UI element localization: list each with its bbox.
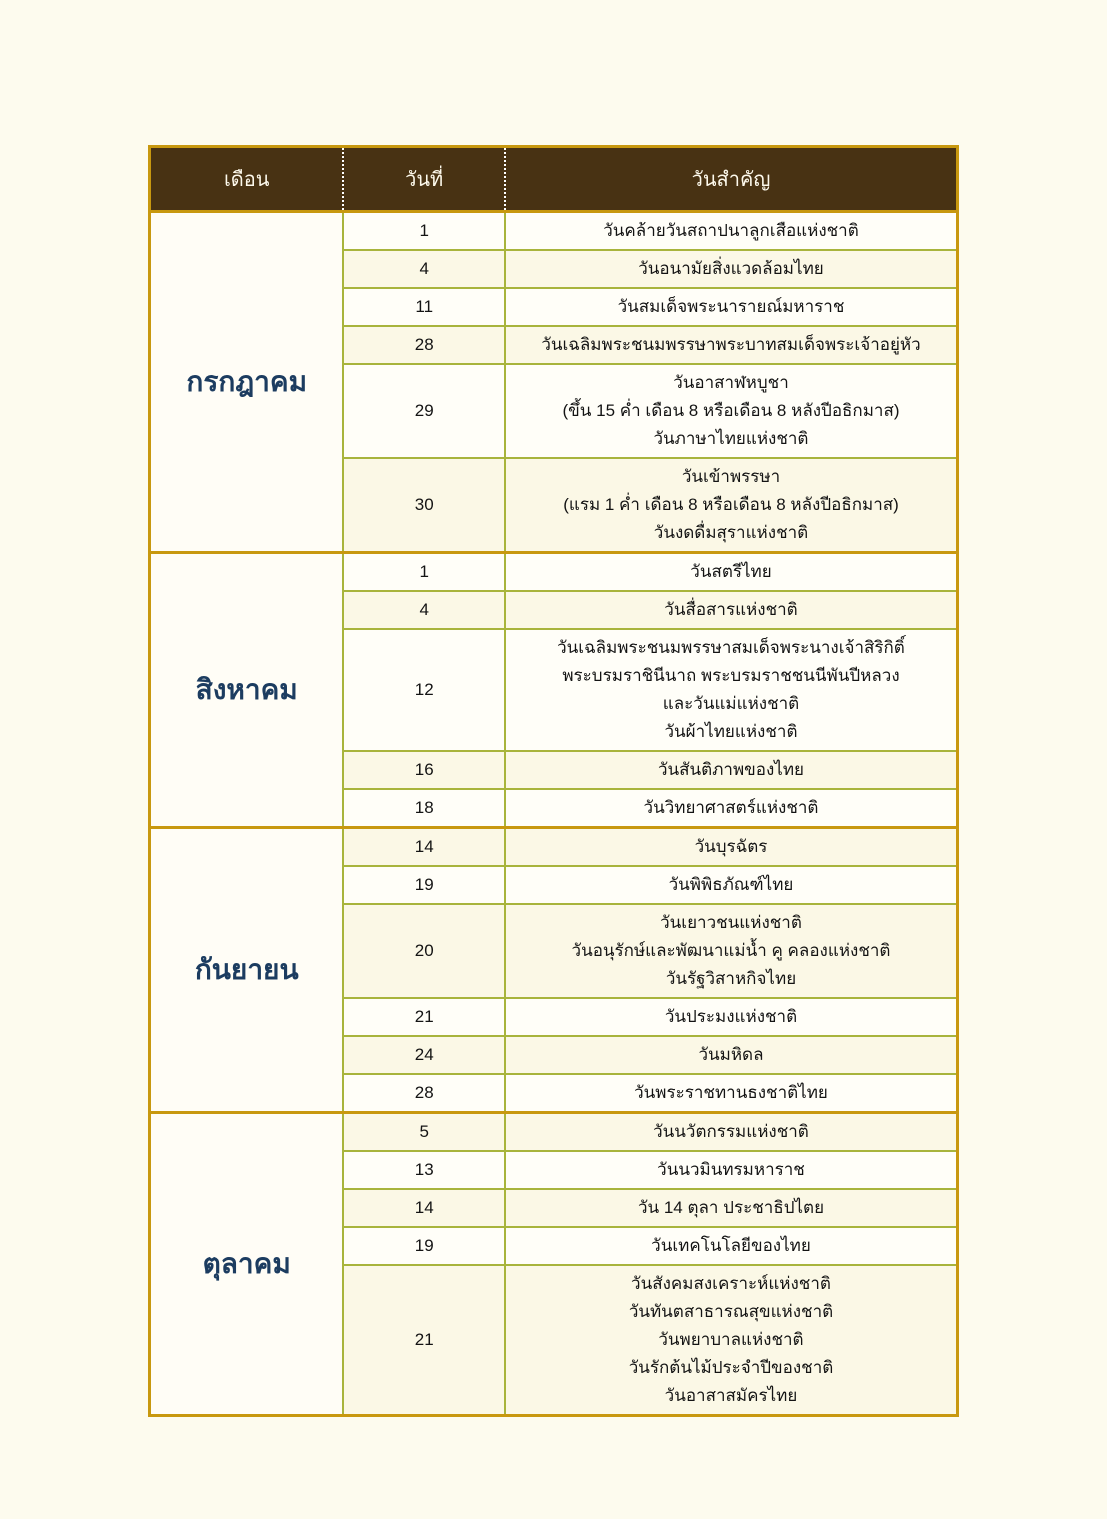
day-cell: 19 — [343, 866, 505, 904]
month-section — [150, 1113, 958, 1416]
month-name: ตุลาคม — [202, 1248, 291, 1279]
holiday-cell — [505, 1113, 958, 1152]
table-row — [150, 828, 958, 867]
day-cell: 21 — [343, 998, 505, 1036]
holiday-name: วันรักต้นไม้ประจำปีของชาติ — [628, 1358, 834, 1377]
holiday-name: วันผ้าไทยแห่งชาติ — [664, 722, 798, 741]
holiday-cell — [505, 1189, 958, 1227]
month-name: กรกฎาคม — [186, 366, 308, 397]
day-cell: 28 — [343, 326, 505, 364]
table-row — [150, 1113, 958, 1152]
holiday-name: วันงดดื่มสุราแห่งชาติ — [653, 523, 809, 542]
day-cell: 24 — [343, 1036, 505, 1074]
holiday-name: วันวิทยาศาสตร์แห่งชาติ — [643, 798, 819, 817]
holiday-name: วันเทคโนโลยีของไทย — [651, 1236, 811, 1255]
day-cell: 28 — [343, 1074, 505, 1113]
holiday-name: วันประมงแห่งชาติ — [664, 1007, 798, 1026]
month-cell — [150, 1113, 344, 1416]
column-header-month: เดือน — [150, 147, 344, 212]
holiday-cell — [505, 751, 958, 789]
header-row — [150, 147, 958, 212]
holiday-cell — [505, 212, 958, 251]
holiday-cell — [505, 789, 958, 828]
holiday-name: วัน 14 ตุลา ประชาธิปไตย — [637, 1198, 825, 1217]
holiday-name: วันเยาวชนแห่งชาติ — [660, 913, 802, 932]
month-section — [150, 553, 958, 828]
holiday-cell — [505, 326, 958, 364]
holiday-cell — [505, 1074, 958, 1113]
holiday-name: วันมหิดล — [698, 1045, 764, 1064]
holiday-name: วันนวัตกรรมแห่งชาติ — [653, 1122, 809, 1141]
day-cell: 29 — [343, 364, 505, 458]
holiday-name: และวันแม่แห่งชาติ — [662, 694, 800, 713]
month-section — [150, 828, 958, 1113]
holiday-name: วันอนามัยสิ่งแวดล้อมไทย — [638, 259, 824, 278]
holiday-cell — [505, 828, 958, 867]
holiday-cell — [505, 553, 958, 592]
day-cell: 19 — [343, 1227, 505, 1265]
holiday-name: พระบรมราชินีนาถ พระบรมราชชนนีพันปีหลวง — [562, 666, 900, 685]
holiday-cell — [505, 866, 958, 904]
day-cell: 20 — [343, 904, 505, 998]
day-cell: 12 — [343, 629, 505, 751]
table-header — [150, 147, 958, 212]
day-cell: 18 — [343, 789, 505, 828]
day-cell: 4 — [343, 250, 505, 288]
holiday-name: วันสตรีไทย — [690, 562, 772, 581]
day-cell: 30 — [343, 458, 505, 553]
day-cell: 1 — [343, 553, 505, 592]
holiday-cell — [505, 364, 958, 458]
table-row — [150, 553, 958, 592]
month-cell — [150, 553, 344, 828]
day-cell: 14 — [343, 828, 505, 867]
holiday-name: วันนวมินทรมหาราช — [657, 1160, 805, 1179]
holiday-name: วันรัฐวิสาหกิจไทย — [665, 969, 797, 988]
holiday-cell — [505, 998, 958, 1036]
holiday-name: วันภาษาไทยแห่งชาติ — [653, 429, 809, 448]
holiday-cell — [505, 904, 958, 998]
holiday-name: วันเข้าพรรษา — [681, 467, 781, 486]
month-name: สิงหาคม — [195, 674, 298, 705]
holiday-name: วันเฉลิมพระชนมพรรษาสมเด็จพระนางเจ้าสิริกิติ์ — [557, 638, 905, 657]
day-cell: 4 — [343, 591, 505, 629]
day-cell: 13 — [343, 1151, 505, 1189]
holiday-name: วันเฉลิมพระชนมพรรษาพระบาทสมเด็จพระเจ้าอยู่หัว — [541, 335, 921, 354]
month-section — [150, 212, 958, 553]
holiday-cell — [505, 1227, 958, 1265]
holiday-name: วันอนุรักษ์และพัฒนาแม่น้ำ คู คลองแห่งชาติ — [571, 941, 891, 960]
day-cell: 21 — [343, 1265, 505, 1416]
holiday-cell — [505, 250, 958, 288]
column-header-holiday: วันสำคัญ — [505, 147, 958, 212]
day-cell: 16 — [343, 751, 505, 789]
holiday-name: วันทันตสาธารณสุขแห่งชาติ — [628, 1302, 834, 1321]
holiday-name: วันคล้ายวันสถาปนาลูกเสือแห่งชาติ — [603, 221, 859, 240]
holiday-name: วันพิพิธภัณฑ์ไทย — [668, 875, 794, 894]
column-header-day: วันที่ — [343, 147, 505, 212]
holiday-cell — [505, 591, 958, 629]
holiday-name: วันสังคมสงเคราะห์แห่งชาติ — [631, 1274, 831, 1293]
holiday-name: วันสมเด็จพระนารายณ์มหาราช — [617, 297, 845, 316]
month-cell — [150, 828, 344, 1113]
holiday-cell — [505, 1036, 958, 1074]
holiday-cell — [505, 1265, 958, 1416]
holiday-name: วันพยาบาลแห่งชาติ — [658, 1330, 804, 1349]
month-cell — [150, 212, 344, 553]
day-cell: 5 — [343, 1113, 505, 1152]
holiday-name: วันสันติภาพของไทย — [657, 760, 804, 779]
holiday-name: วันอาสาสมัครไทย — [664, 1386, 798, 1405]
day-cell: 14 — [343, 1189, 505, 1227]
holiday-name: วันบุรฉัตร — [694, 837, 768, 856]
holiday-cell — [505, 629, 958, 751]
table-row — [150, 212, 958, 251]
thai-holidays-table — [148, 145, 959, 1417]
holiday-cell — [505, 1151, 958, 1189]
holiday-name: วันอาสาฬหบูชา — [673, 373, 789, 392]
holiday-name: (แรม 1 ค่ำ เดือน 8 หรือเดือน 8 หลังปีอธิกมาส) — [563, 495, 899, 514]
holiday-cell — [505, 458, 958, 553]
day-cell: 1 — [343, 212, 505, 251]
holiday-name: วันพระราชทานธงชาติไทย — [634, 1083, 828, 1102]
holiday-name: (ขึ้น 15 ค่ำ เดือน 8 หรือเดือน 8 หลังปีอธิกมาส) — [562, 401, 900, 420]
day-cell: 11 — [343, 288, 505, 326]
holiday-name: วันสื่อสารแห่งชาติ — [664, 600, 798, 619]
holiday-cell — [505, 288, 958, 326]
month-name: กันยายน — [194, 954, 299, 985]
